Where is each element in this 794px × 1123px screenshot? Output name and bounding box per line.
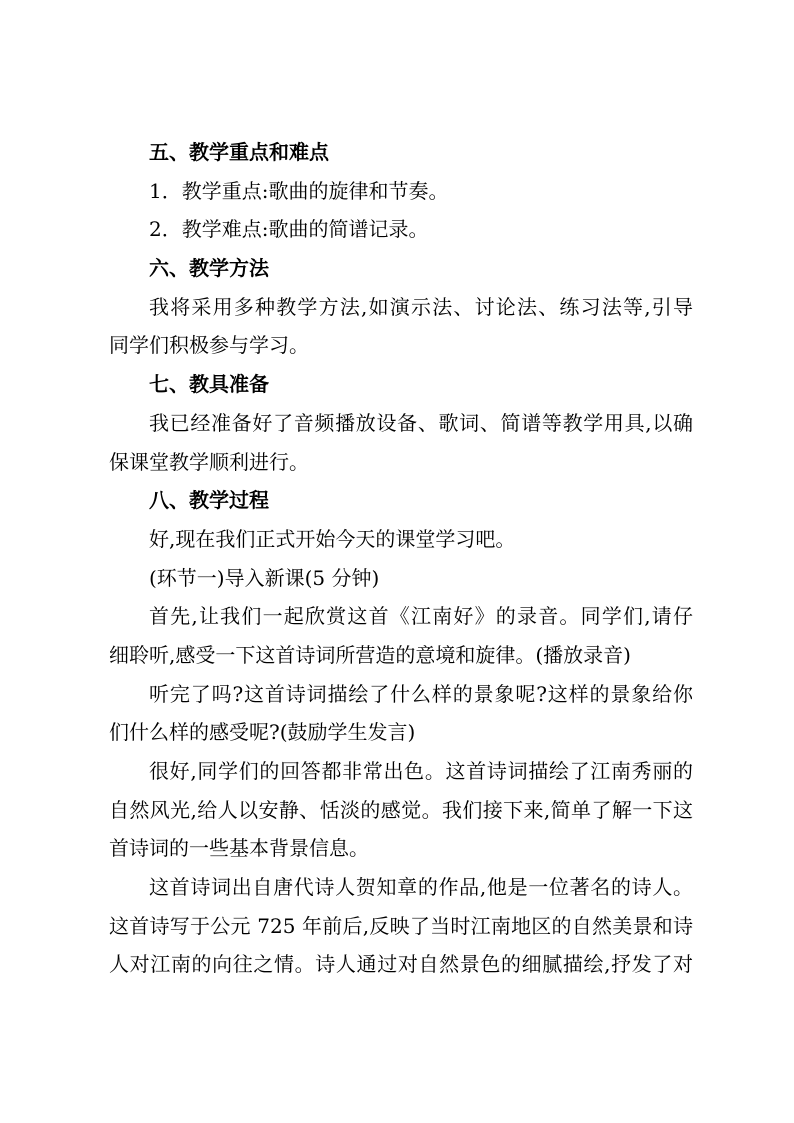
section-heading-5: 五、教学重点和难点 [149,140,329,164]
paragraph-line: 们什么样的感受呢?(鼓励学生发言) [109,720,416,745]
step-title: (环节一)导入新课(5 分钟) [149,565,380,590]
paragraph-line: 首诗词的一些基本背景信息。 [109,836,369,861]
paragraph-line: 这首诗词出自唐代诗人贺知章的作品,他是一位著名的诗人。 [149,875,693,900]
section-heading-6: 六、教学方法 [149,256,269,281]
paragraph-line: 同学们积极参与学习。 [109,333,309,358]
paragraph-line: 人对江南的向往之情。诗人通过对自然景色的细腻描绘,抒发了对 [109,952,693,977]
paragraph-line: 很好,同学们的回答都非常出色。这首诗词描绘了江南秀丽的 [149,759,693,783]
paragraph-line: 我已经准备好了音频播放设备、歌词、简谱等教学用具,以确 [149,410,693,435]
list-item-difficulty: 2．教学难点:歌曲的简谱记录。 [149,217,429,242]
section-heading-8: 八、教学过程 [149,488,269,513]
paragraph-line: 听完了吗?这首诗词描绘了什么样的景象呢?这样的景象给你 [149,681,693,706]
paragraph-line: 首先,让我们一起欣赏这首《江南好》的录音。同学们,请仔 [149,604,693,629]
list-item-focus: 1．教学重点:歌曲的旋律和节奏。 [149,178,449,203]
paragraph-line: 细聆听,感受一下这首诗词所营造的意境和旋律。(播放录音) [109,642,631,667]
paragraph-line: 这首诗写于公元 725 年前后,反映了当时江南地区的自然美景和诗 [109,913,693,938]
section-heading-7: 七、教具准备 [149,372,269,397]
paragraph-line: 我将采用多种教学方法,如演示法、讨论法、练习法等,引导 [149,294,693,319]
paragraph-line: 保课堂教学顺利进行。 [109,449,309,474]
document-page [109,133,693,984]
paragraph-line: 好,现在我们正式开始今天的课堂学习吧。 [149,526,516,551]
paragraph-line: 自然风光,给人以安静、恬淡的感觉。我们接下来,简单了解一下这 [109,797,693,822]
